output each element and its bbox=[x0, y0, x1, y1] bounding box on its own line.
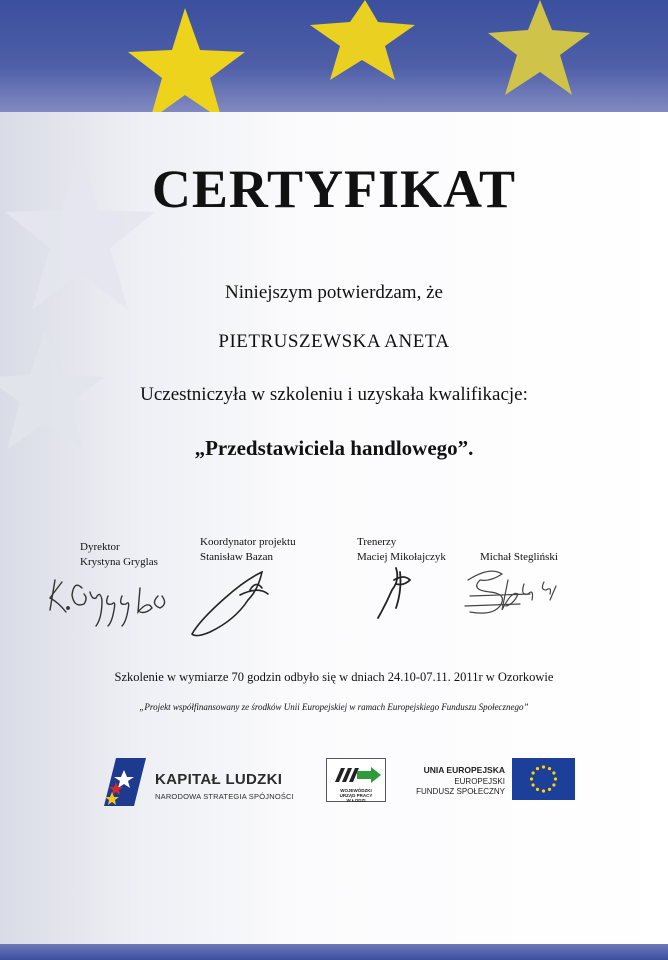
eu-fund-name bbox=[390, 777, 505, 797]
coordinator-signature bbox=[192, 572, 268, 636]
wup-arrows-icon bbox=[329, 762, 383, 788]
kapital-ludzki-title: KAPITAŁ LUDZKI bbox=[155, 771, 283, 788]
certificate-title: CERTYFIKAT bbox=[151, 159, 517, 219]
director-name: Krystyna Gryglas bbox=[80, 556, 158, 568]
trainer-2-name: Michał Stegliński bbox=[480, 551, 558, 563]
trainer-2-signature bbox=[465, 571, 556, 613]
cofinancing-note: „Projekt współfinansowany ze środków Unii Europejskiej w ramach Europejskiego Funduszu Społecznego” bbox=[139, 702, 529, 712]
trainers-role: Trenerzy bbox=[357, 536, 397, 548]
eu-flag-bottom-strip bbox=[0, 944, 668, 960]
eu-star-circle bbox=[512, 758, 575, 800]
yellow-star-icon bbox=[128, 8, 245, 120]
kapital-ludzki-subtitle: NARODOWA STRATEGIA SPÓJNOŚCI bbox=[155, 792, 294, 801]
director-signature bbox=[50, 580, 165, 626]
kapital-ludzki-emblem bbox=[102, 756, 148, 808]
qualification-text: „Przedstawiciela handlowego”. bbox=[194, 436, 474, 460]
eu-fund-line-2: FUNDUSZ SPOŁECZNY bbox=[416, 787, 505, 796]
wup-caption bbox=[327, 788, 385, 803]
signatures bbox=[0, 560, 668, 640]
trainer-1-signature bbox=[378, 568, 410, 618]
eu-fund-line-1: EUROPEJSKI bbox=[454, 777, 505, 786]
wup-logo bbox=[326, 758, 386, 802]
wup-line-3: W ŁODZI bbox=[346, 798, 366, 803]
coordinator-role: Koordynator projektu bbox=[200, 536, 296, 548]
statement-text: Uczestniczyła w szkoleniu i uzyskała kwalifikacje: bbox=[140, 384, 528, 405]
coordinator-name: Stanisław Bazan bbox=[200, 551, 274, 563]
yellow-star-icon bbox=[310, 0, 415, 80]
eu-title: UNIA EUROPEJSKA bbox=[423, 765, 505, 775]
wup-line-2: URZĄD PRACY bbox=[339, 793, 373, 798]
confirmation-text: Niniejszym potwierdzam, że bbox=[225, 282, 443, 303]
training-details: Szkolenie w wymiarze 70 godzin odbyło się w dniach 24.10-07.11. 2011r w Ozorkowie bbox=[114, 670, 554, 684]
recipient-name: PIETRUSZEWSKA ANETA bbox=[218, 331, 450, 352]
eu-flag-icon bbox=[512, 758, 575, 800]
yellow-star-icon bbox=[488, 0, 590, 95]
trainer-1-name: Maciej Mikołajczyk bbox=[357, 551, 446, 563]
wup-line-1: WOJEWÓDZKI bbox=[340, 788, 372, 793]
flag-stars bbox=[0, 0, 668, 130]
director-role: Dyrektor bbox=[80, 541, 120, 553]
